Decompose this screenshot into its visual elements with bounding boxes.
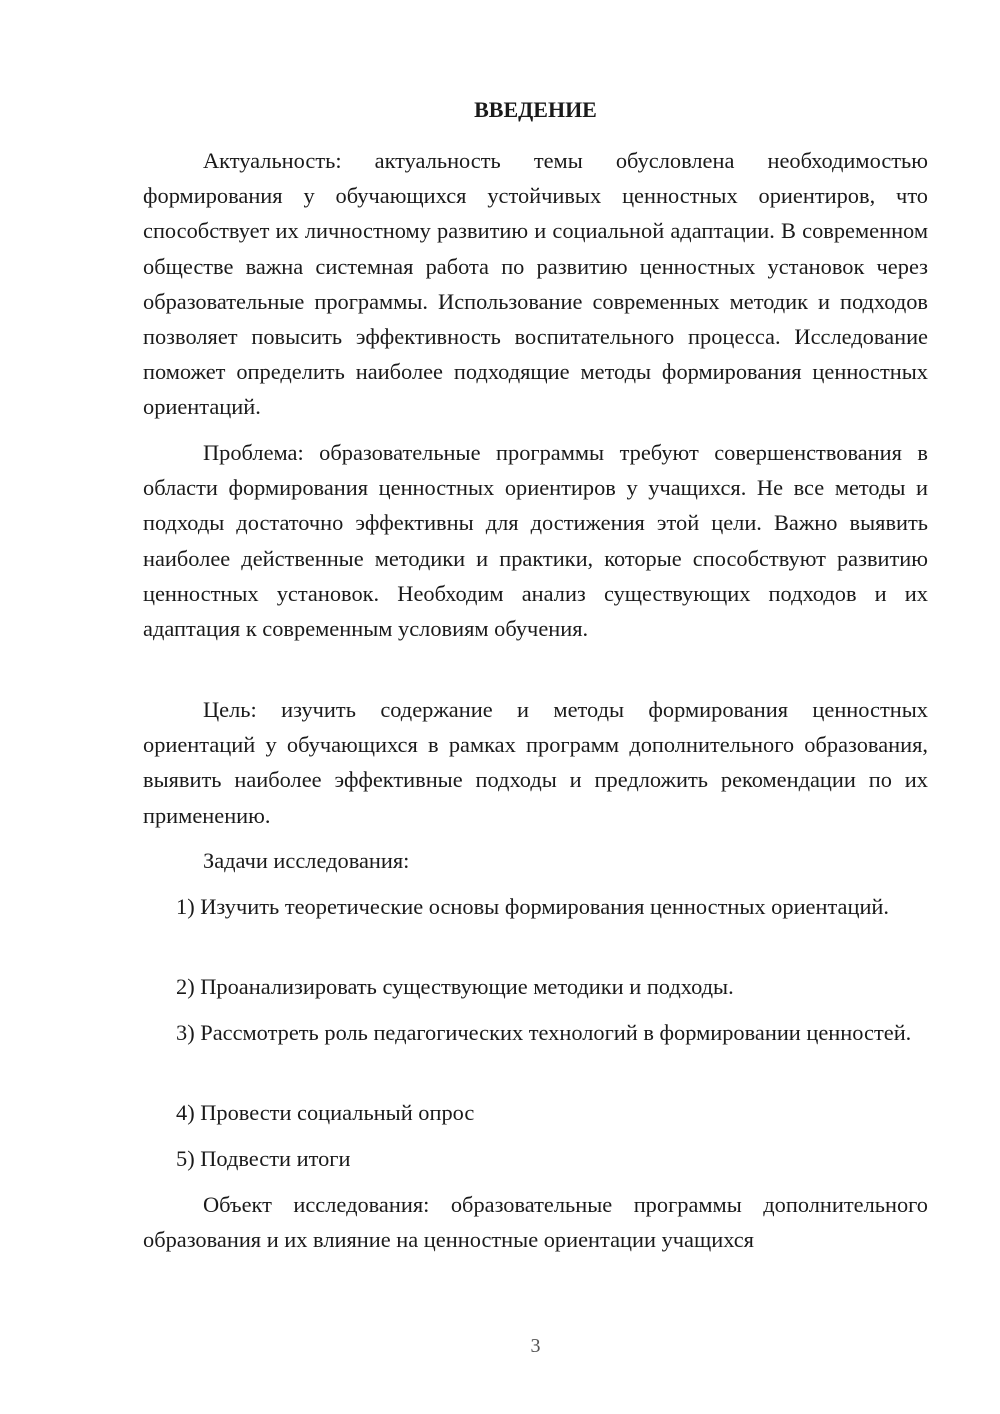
problem-paragraph: Проблема: образовательные программы требуют совершенствования в области формирования ценностных ориентиров у учащихся. Не все методы и подходы достаточно эффективны для достижения этой цели. Важно выявить наиболее действенные методики и практики, которые способствуют развитию ценностных установок. Необходим анализ существующих подходов и их адаптация к современным условиям обучения. (143, 440, 928, 642)
object-paragraph: Объект исследования: образовательные программы дополнительного образования и их влияние на ценностные ориентации учащихся (143, 1192, 928, 1253)
relevance-paragraph: Актуальность: актуальность темы обусловлена необходимостью формирования у обучающихся устойчивых ценностных ориентиров, что способствует их личностному развитию и социальной адаптации. В современном обществе важна системная работа по развитию ценностных установок через образовательные программы. Использование современных методик и подходов позволяет повысить эффективность воспитательного процесса. Исследование поможет определить наиболее подходящие методы формирования ценностных ориентаций. (143, 148, 928, 420)
page-number: 3 (530, 1335, 541, 1357)
tasks-heading: Задачи исследования: (203, 848, 410, 873)
task-item: 3) Рассмотреть роль педагогических технологий в формировании ценностей. (176, 1020, 912, 1045)
task-item: 5) Подвести итоги (176, 1146, 351, 1171)
task-item: 2) Проанализировать существующие методики и подходы. (176, 974, 734, 999)
goal-paragraph: Цель: изучить содержание и методы формирования ценностных ориентаций у обучающихся в рамках программ дополнительного образования, выявить наиболее эффективные подходы и предложить рекомендации по их применению. (143, 697, 928, 828)
task-item: 4) Провести социальный опрос (176, 1100, 475, 1125)
page-title: ВВЕДЕНИЕ (474, 97, 597, 122)
task-item: 1) Изучить теоретические основы формирования ценностных ориентаций. (176, 894, 890, 919)
